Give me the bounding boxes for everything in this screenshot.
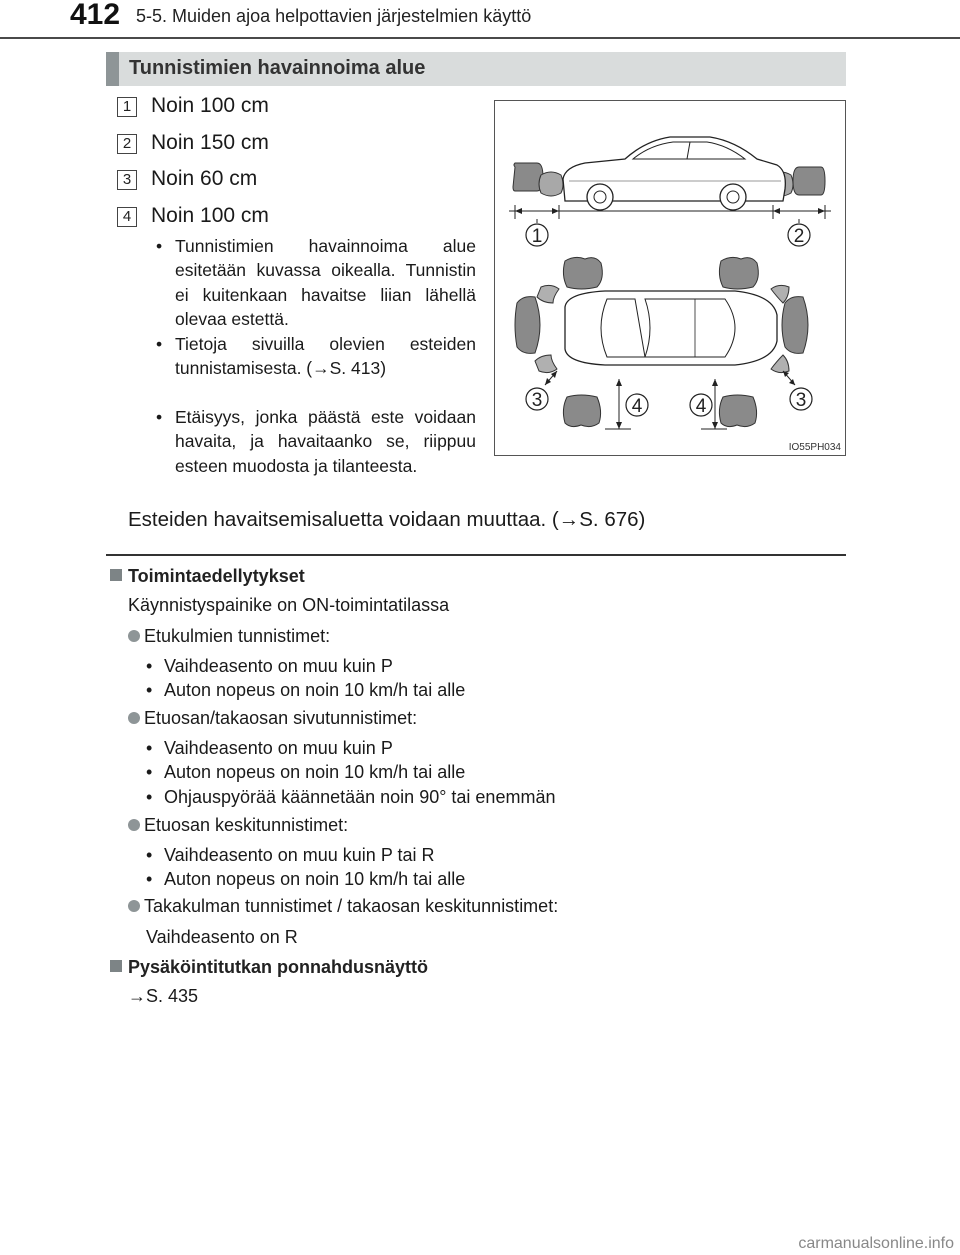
condition-item: • Auton nopeus on noin 10 km/h tai alle [146, 869, 466, 889]
group-title-text: Etuosan/takaosan sivutunnistimet: [144, 708, 418, 728]
condition-group-title [128, 896, 558, 917]
section-title: Tunnistimien havainnoima alue [129, 57, 426, 79]
figure-label: 4 [631, 396, 643, 417]
figure-code: IO55PH034 [788, 442, 841, 453]
condition-item: • Ohjauspyörää käännetään noin 90° tai enemmän [146, 787, 556, 807]
figure-label: 4 [695, 396, 707, 417]
group-title-text: Etuosan keskitunnistimet: [144, 815, 349, 835]
distance-text: Noin 60 cm [151, 167, 258, 190]
condition-group-title [128, 626, 330, 647]
note-item [156, 234, 476, 331]
popup-reference: →S. 435 [128, 986, 199, 1006]
note-text: Etäisyys, jonka päästä este voidaan havaita, ja havaitaanko se, riippuu esteen muodosta ja tilanteesta. [175, 407, 476, 476]
distance-text: Noin 150 cm [151, 131, 269, 154]
summary-text: Esteiden havaitsemisaluetta voidaan muuttaa. (→S. 676) [128, 508, 646, 531]
conditions-heading-text: Toimintaedellytykset [128, 566, 305, 586]
rear-condition-text: Vaihdeasento on R [146, 927, 298, 947]
group-title-text: Etukulmien tunnistimet: [144, 626, 331, 646]
number-badge: 4 [117, 207, 137, 227]
figure-label: 1 [531, 226, 543, 247]
section-title-bar [106, 52, 846, 86]
condition-text: Auton nopeus on noin 10 km/h tai alle [164, 869, 466, 889]
condition-item: • Vaihdeasento on muu kuin P tai R [146, 845, 435, 865]
group-title-text: Takakulman tunnistimet / takaosan keskitunnistimet: [144, 896, 559, 916]
circle-bullet-icon [128, 819, 140, 831]
sensor-range-figure [494, 100, 846, 456]
figure-label: 3 [531, 390, 543, 411]
top-view [515, 257, 812, 429]
bullet: • [156, 407, 163, 427]
distance-text: Noin 100 cm [151, 204, 269, 227]
bullet: • [156, 334, 163, 354]
condition-text: Auton nopeus on noin 10 km/h tai alle [164, 680, 466, 700]
figure-label: 2 [793, 226, 805, 247]
popup-heading [110, 957, 428, 978]
square-bullet-icon [110, 960, 122, 972]
watermark[interactable]: carmanualsonline.info [798, 1235, 954, 1252]
bullet: • [156, 236, 163, 256]
figure-label: 3 [795, 390, 807, 411]
note-text: Tunnistimien havainnoima alue esitetään kuvassa oikealla. Tunnistin ei kuitenkaan havaitse liian lähellä olevaa estettä. [175, 236, 476, 329]
note-item [156, 332, 476, 381]
number-badge: 3 [117, 170, 137, 190]
page-number: 412 [70, 0, 121, 31]
note-item [156, 405, 476, 478]
condition-item: • Vaihdeasento on muu kuin P [146, 656, 393, 676]
circle-bullet-icon [128, 900, 140, 912]
square-bullet-icon [110, 569, 122, 581]
section-divider [106, 554, 846, 556]
chapter-title: 5-5. Muiden ajoa helpottavien järjestelmien käyttö [136, 6, 532, 26]
condition-item: • Vaihdeasento on muu kuin P [146, 738, 393, 758]
popup-heading-text: Pysäköintitutkan ponnahdusnäyttö [128, 957, 429, 977]
conditions-intro: Käynnistyspainike on ON-toimintatilassa [128, 595, 450, 615]
condition-text: Auton nopeus on noin 10 km/h tai alle [164, 762, 466, 782]
note-text: Tietoja sivuilla olevien esteiden tunnistamisesta. (→S. 413) [175, 334, 476, 379]
condition-group-title [128, 815, 348, 836]
circle-bullet-icon [128, 712, 140, 724]
distance-text: Noin 100 cm [151, 94, 269, 117]
sensor-range-illustration [495, 101, 845, 455]
header-rule [0, 37, 960, 39]
condition-text: Vaihdeasento on muu kuin P [164, 656, 393, 676]
condition-text: Vaihdeasento on muu kuin P tai R [164, 845, 435, 865]
circle-bullet-icon [128, 630, 140, 642]
condition-text: Ohjauspyörää käännetään noin 90° tai enemmän [164, 787, 556, 807]
condition-text: Vaihdeasento on muu kuin P [164, 738, 393, 758]
condition-group-title [128, 708, 417, 729]
side-view [509, 137, 831, 247]
number-badge: 1 [117, 97, 137, 117]
condition-item: • Auton nopeus on noin 10 km/h tai alle [146, 680, 466, 700]
conditions-heading [110, 566, 305, 587]
condition-item: • Auton nopeus on noin 10 km/h tai alle [146, 762, 466, 782]
number-badge: 2 [117, 134, 137, 154]
